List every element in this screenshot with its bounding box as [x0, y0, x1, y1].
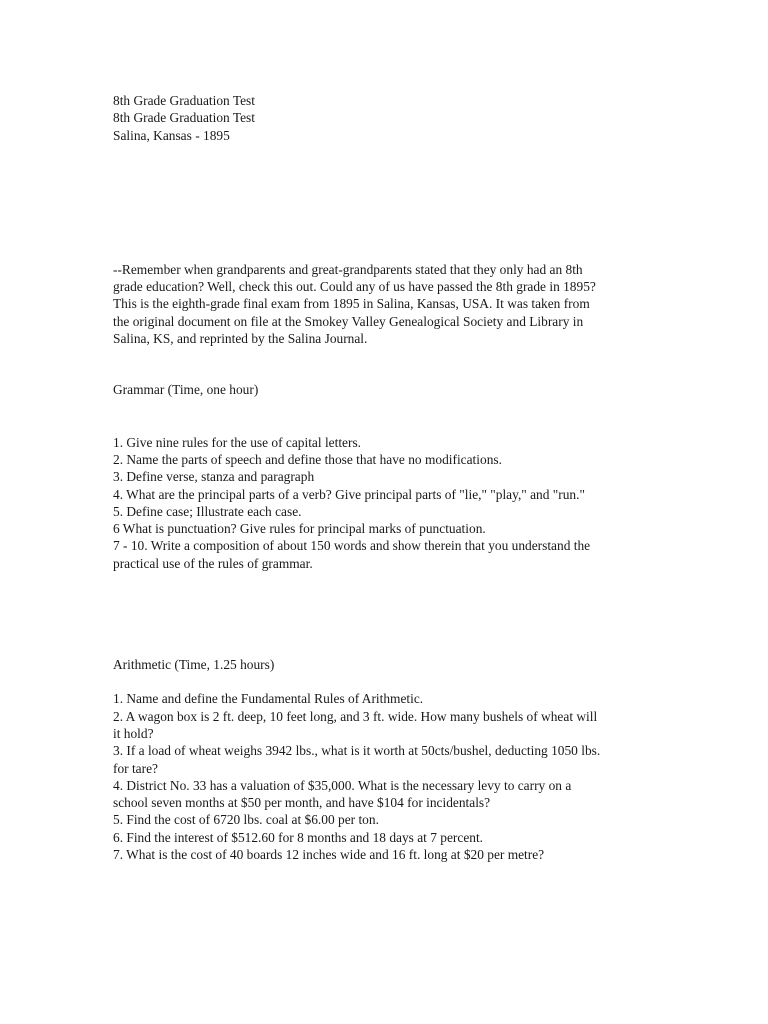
header-title-repeat: 8th Grade Graduation Test: [113, 110, 255, 126]
arithmetic-question: 6. Find the interest of $512.60 for 8 months and 18 days at 7 percent.: [113, 829, 484, 845]
intro-line: --Remember when grandparents and great-grandparents stated that they only had an 8th: [113, 261, 583, 277]
grammar-question: 1. Give nine rules for the use of capital letters.: [113, 434, 362, 450]
arithmetic-question: 3. If a load of wheat weighs 3942 lbs., what is it worth at 50cts/bushel, deducting 1050 lbs.: [113, 743, 601, 759]
intro-line: This is the eighth-grade final exam from 1895 in Salina, Kansas, USA. It was taken from: [113, 296, 590, 312]
arithmetic-question: 1. Name and define the Fundamental Rules of Arithmetic.: [113, 691, 424, 707]
grammar-question: 6 What is punctuation? Give rules for principal marks of punctuation.: [113, 521, 486, 537]
grammar-question-list: [113, 434, 653, 572]
spacer: [113, 399, 653, 434]
grammar-question-continuation: practical use of the rules of grammar.: [113, 555, 313, 571]
arithmetic-heading: Arithmetic (Time, 1.25 hours): [113, 657, 275, 673]
intro-line: the original document on file at the Smokey Valley Genealogical Society and Library in: [113, 313, 584, 329]
intro-line: grade education? Well, check this out. Could any of us have passed the 8th grade in 1895?: [113, 279, 596, 295]
spacer: [113, 572, 653, 656]
arithmetic-question: 4. District No. 33 has a valuation of $35,000. What is the necessary levy to carry on a: [113, 777, 572, 793]
spacer: [113, 673, 653, 690]
header-title: 8th Grade Graduation Test: [113, 93, 255, 108]
spacer: [113, 347, 653, 381]
arithmetic-question: 5. Find the cost of 6720 lbs. coal at $6.00 per ton.: [113, 812, 379, 828]
arithmetic-question-continuation: for tare?: [113, 760, 158, 776]
spacer: [113, 144, 653, 261]
document-page: [113, 92, 653, 863]
arithmetic-question: 2. A wagon box is 2 ft. deep, 10 feet long, and 3 ft. wide. How many bushels of wheat will: [113, 708, 598, 724]
intro-line: Salina, KS, and reprinted by the Salina Journal.: [113, 331, 368, 347]
intro-paragraph: [113, 261, 653, 347]
grammar-question: 3. Define verse, stanza and paragraph: [113, 469, 315, 485]
arithmetic-question-list: [113, 690, 653, 863]
grammar-question: 4. What are the principal parts of a verb? Give principal parts of "lie," "play," and "run.": [113, 486, 585, 502]
arithmetic-question-continuation: it hold?: [113, 725, 154, 741]
grammar-question: 7 - 10. Write a composition of about 150 words and show therein that you understand the: [113, 538, 591, 554]
grammar-question: 2. Name the parts of speech and define those that have no modifications.: [113, 451, 502, 467]
header-location-date: Salina, Kansas - 1895: [113, 127, 230, 143]
document-header: [113, 92, 653, 144]
grammar-heading: Grammar (Time, one hour): [113, 382, 259, 398]
arithmetic-question: 7. What is the cost of 40 boards 12 inches wide and 16 ft. long at $20 per metre?: [113, 847, 545, 863]
grammar-question: 5. Define case; Illustrate each case.: [113, 503, 302, 519]
arithmetic-question-continuation: school seven months at $50 per month, and have $104 for incidentals?: [113, 795, 491, 811]
